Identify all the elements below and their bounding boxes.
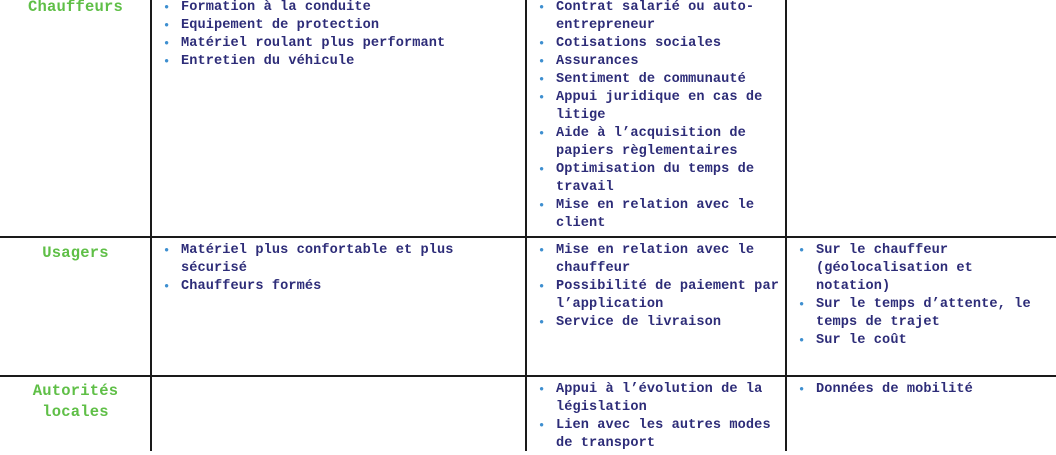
row-divider xyxy=(0,375,1056,377)
item-list xyxy=(536,242,782,332)
list-item: • Sentiment de communauté xyxy=(538,72,746,87)
cell-col3 xyxy=(796,236,1036,350)
item-list xyxy=(796,381,1036,399)
item-list xyxy=(161,242,523,296)
column-divider xyxy=(525,0,527,451)
item-list xyxy=(536,0,782,233)
list-item: • Optimisation du temps de travail xyxy=(538,162,755,195)
list-item: • Sur le chauffeur (géolocalisation et notation) xyxy=(798,243,973,294)
cell-col3 xyxy=(796,375,1036,399)
row-label-cell xyxy=(0,236,151,264)
list-item: • Mise en relation avec le chauffeur xyxy=(538,243,755,276)
row-label: Usagers xyxy=(42,244,109,262)
item-list xyxy=(796,242,1036,350)
list-item: • Lien avec les autres modes de transport xyxy=(538,418,771,451)
list-item: • Mise en relation avec le client xyxy=(538,198,755,231)
row-label-cell xyxy=(0,0,151,18)
row-label: Chauffeurs xyxy=(27,0,123,16)
list-item: • Données de mobilité xyxy=(798,382,973,397)
list-item: • Cotisations sociales xyxy=(538,36,722,51)
row-label-line: locales xyxy=(42,403,109,421)
item-list xyxy=(536,381,782,453)
list-item: • Sur le coût xyxy=(798,333,907,348)
list-item: • Assurances xyxy=(538,54,639,69)
list-item: • Appui à l’évolution de la législation xyxy=(538,382,763,415)
list-item: • Aide à l’acquisition de papiers règlementaires xyxy=(538,126,746,159)
list-item: • Contrat salarié ou auto-entrepreneur xyxy=(538,0,755,33)
list-item: • Possibilité de paiement par l’application xyxy=(538,279,779,312)
list-item: • Matériel plus confortable et plus sécurisé xyxy=(163,243,454,276)
row-label-line: Autorités xyxy=(32,382,119,400)
column-divider xyxy=(150,0,152,451)
list-item: • Equipement de protection xyxy=(163,18,380,33)
row-label-cell xyxy=(0,375,151,423)
table-row-autorites-locales xyxy=(0,375,1056,455)
column-divider xyxy=(785,0,787,451)
cell-col2 xyxy=(536,375,782,453)
cell-col1 xyxy=(161,236,523,296)
list-item: • Entretien du véhicule xyxy=(163,54,355,69)
cell-col2 xyxy=(536,236,782,332)
row-divider xyxy=(0,236,1056,238)
list-item: • Service de livraison xyxy=(538,315,722,330)
list-item: • Sur le temps d’attente, le temps de trajet xyxy=(798,297,1031,330)
cell-col1 xyxy=(161,0,523,71)
list-item: • Chauffeurs formés xyxy=(163,279,322,294)
item-list xyxy=(161,0,523,71)
list-item: • Matériel roulant plus performant xyxy=(163,36,446,51)
table-row-usagers xyxy=(0,236,1056,375)
list-item: • Appui juridique en cas de litige xyxy=(538,90,763,123)
cell-col2 xyxy=(536,0,782,233)
list-item: • Formation à la conduite xyxy=(163,0,371,15)
